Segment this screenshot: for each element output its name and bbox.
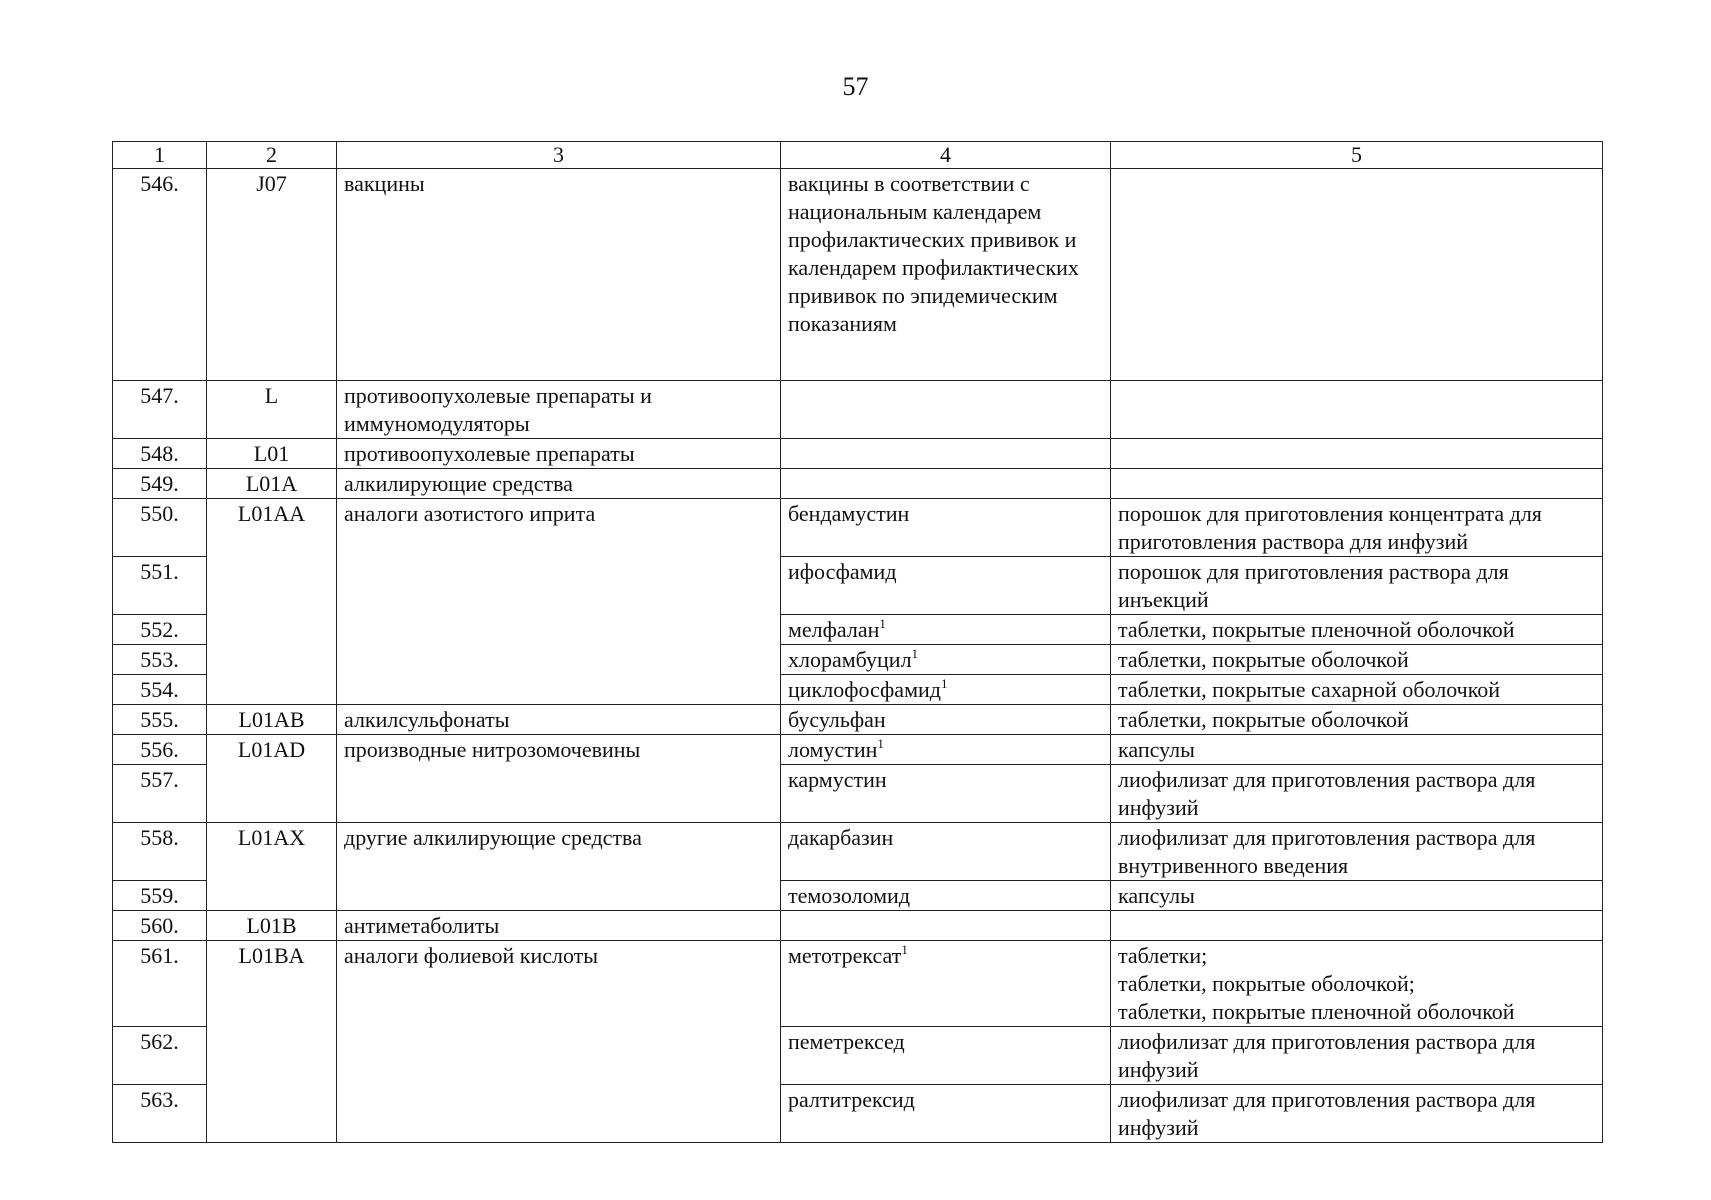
dosage-form	[1111, 169, 1603, 381]
group-name: вакцины	[337, 169, 781, 381]
dosage-form-line: таблетки;	[1118, 943, 1208, 968]
dosage-form: капсулы	[1111, 881, 1603, 911]
drug-name	[781, 615, 1111, 645]
dosage-form	[1111, 469, 1603, 499]
row-number: 561.	[113, 941, 207, 1027]
dosage-form: лиофилизат для приготовления раствора для инфузий	[1111, 1027, 1603, 1085]
table-row	[113, 823, 1603, 881]
table-header-row	[113, 142, 1603, 169]
dosage-form: таблетки, покрытые пленочной оболочкой	[1111, 615, 1603, 645]
group-name: аналоги азотистого иприта	[337, 499, 781, 705]
row-number: 547.	[113, 381, 207, 439]
row-number: 553.	[113, 645, 207, 675]
footnote-marker: 1	[877, 736, 884, 751]
drug-name	[781, 735, 1111, 765]
footnote-marker: 1	[901, 942, 908, 957]
drug-name: темозоломид	[781, 881, 1111, 911]
row-number: 551.	[113, 557, 207, 615]
row-number: 550.	[113, 499, 207, 557]
dosage-form: таблетки, покрытые сахарной оболочкой	[1111, 675, 1603, 705]
atc-code: L	[207, 381, 337, 439]
drug-label: ломустин	[788, 737, 878, 762]
drug-name: кармустин	[781, 765, 1111, 823]
dosage-form-line: таблетки, покрытые пленочной оболочкой	[1118, 999, 1515, 1024]
dosage-form	[1111, 381, 1603, 439]
group-name: алкилсульфонаты	[337, 705, 781, 735]
drug-name	[781, 941, 1111, 1027]
table-row	[113, 439, 1603, 469]
table-row	[113, 499, 1603, 557]
row-number: 549.	[113, 469, 207, 499]
dosage-form	[1111, 911, 1603, 941]
row-number: 562.	[113, 1027, 207, 1085]
dosage-form: капсулы	[1111, 735, 1603, 765]
drug-name	[781, 645, 1111, 675]
drug-name: бусульфан	[781, 705, 1111, 735]
drug-name: бендамустин	[781, 499, 1111, 557]
row-number: 552.	[113, 615, 207, 645]
atc-code: L01	[207, 439, 337, 469]
drug-name	[781, 675, 1111, 705]
footnote-marker: 1	[879, 616, 886, 631]
atc-code: L01B	[207, 911, 337, 941]
group-name: другие алкилирующие средства	[337, 823, 781, 911]
drug-label: хлорамбуцил	[788, 647, 912, 672]
dosage-form-line: таблетки, покрытые оболочкой;	[1118, 971, 1415, 996]
drug-name	[781, 381, 1111, 439]
table-row	[113, 469, 1603, 499]
atc-code: L01A	[207, 469, 337, 499]
drug-table	[112, 141, 1603, 1143]
dosage-form: лиофилизат для приготовления раствора для инфузий	[1111, 1085, 1603, 1143]
group-name: противоопухолевые препараты	[337, 439, 781, 469]
page-number: 57	[842, 72, 869, 101]
column-header: 2	[207, 142, 337, 169]
row-number: 563.	[113, 1085, 207, 1143]
row-number: 548.	[113, 439, 207, 469]
drug-name	[781, 469, 1111, 499]
atc-code: L01AA	[207, 499, 337, 705]
dosage-form: порошок для приготовления раствора для инъекций	[1111, 557, 1603, 615]
row-number: 560.	[113, 911, 207, 941]
drug-label: метотрексат	[788, 943, 902, 968]
drug-name: вакцины в соответствии с национальным календарем профилактических прививок и календарем профилактических прививок по эпидемическим показаниям	[781, 169, 1111, 381]
dosage-form: таблетки, покрытые оболочкой	[1111, 705, 1603, 735]
drug-name: пеметрексед	[781, 1027, 1111, 1085]
row-number: 546.	[113, 169, 207, 381]
footnote-marker: 1	[940, 676, 948, 691]
atc-code: L01AB	[207, 705, 337, 735]
column-header: 3	[337, 142, 781, 169]
drug-label: циклофосфамид	[788, 677, 941, 702]
dosage-form	[1111, 439, 1603, 469]
column-header: 5	[1111, 142, 1603, 169]
table-row	[113, 941, 1603, 1027]
drug-name: ифосфамид	[781, 557, 1111, 615]
table-row	[113, 911, 1603, 941]
table-row	[113, 735, 1603, 765]
row-number: 557.	[113, 765, 207, 823]
group-name: противоопухолевые препараты и иммуномодуляторы	[337, 381, 781, 439]
group-name: аналоги фолиевой кислоты	[337, 941, 781, 1143]
dosage-form: таблетки, покрытые оболочкой	[1111, 645, 1603, 675]
row-number: 559.	[113, 881, 207, 911]
drug-name: дакарбазин	[781, 823, 1111, 881]
column-header: 1	[113, 142, 207, 169]
dosage-form	[1111, 941, 1603, 1027]
table-row	[113, 169, 1603, 381]
drug-name: ралтитрексид	[781, 1085, 1111, 1143]
atc-code: J07	[207, 169, 337, 381]
dosage-form: лиофилизат для приготовления раствора для инфузий	[1111, 765, 1603, 823]
row-number: 556.	[113, 735, 207, 765]
column-header: 4	[781, 142, 1111, 169]
group-name: алкилирующие средства	[337, 469, 781, 499]
drug-label: мелфалан	[788, 617, 880, 642]
row-number: 554.	[113, 675, 207, 705]
group-name: производные нитрозомочевины	[337, 735, 781, 823]
atc-code: L01AD	[207, 735, 337, 823]
atc-code: L01BA	[207, 941, 337, 1143]
footnote-marker: 1	[911, 646, 919, 661]
table-row	[113, 381, 1603, 439]
row-number: 555.	[113, 705, 207, 735]
row-number: 558.	[113, 823, 207, 881]
atc-code: L01AX	[207, 823, 337, 911]
table-row	[113, 705, 1603, 735]
drug-name	[781, 439, 1111, 469]
dosage-form: порошок для приготовления концентрата для приготовления раствора для инфузий	[1111, 499, 1603, 557]
dosage-form: лиофилизат для приготовления раствора для внутривенного введения	[1111, 823, 1603, 881]
group-name: антиметаболиты	[337, 911, 781, 941]
drug-name	[781, 911, 1111, 941]
